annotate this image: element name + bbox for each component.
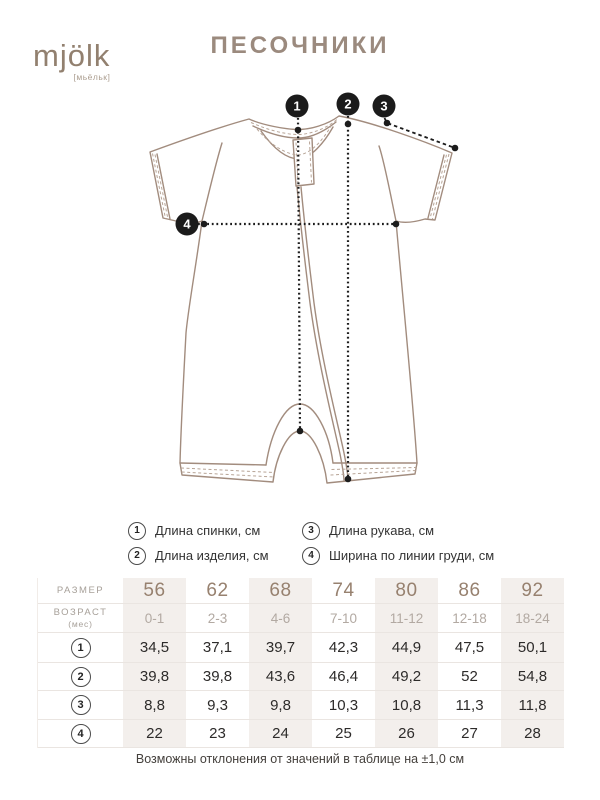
measure-cell: 8,8: [123, 690, 186, 719]
size-header-62: 62: [186, 578, 249, 603]
measure-cell: 26: [375, 719, 438, 748]
legend-item-4: [302, 546, 494, 565]
measure-num-badge: 4: [71, 724, 91, 744]
legend-item-1: [128, 521, 302, 540]
measure-cell: 10,8: [375, 690, 438, 719]
measure-cell: 52: [438, 662, 501, 690]
measure-cell: 10,3: [312, 690, 375, 719]
measure-num-badge: 2: [71, 667, 91, 687]
legend-num-badge: 3: [302, 522, 320, 540]
age-row-label: ВОЗРАСТ (мес): [38, 603, 123, 632]
measure-cell: 43,6: [249, 662, 312, 690]
measure-cell: 42,3: [312, 632, 375, 662]
measure-cell: 28: [501, 719, 564, 748]
marker-3-label: 3: [380, 98, 388, 114]
measure-cell: 50,1: [501, 632, 564, 662]
measure-cell: 34,5: [123, 632, 186, 662]
legend-num-badge: 4: [302, 547, 320, 565]
size-table: [37, 578, 564, 748]
measure-cell: 11,8: [501, 690, 564, 719]
size-header-68: 68: [249, 578, 312, 603]
size-header-86: 86: [438, 578, 501, 603]
size-header-92: 92: [501, 578, 564, 603]
marker-4-label: 4: [183, 216, 191, 232]
age-cell: 11-12: [375, 603, 438, 632]
size-header-80: 80: [375, 578, 438, 603]
measure-row-label-4: [38, 719, 123, 748]
size-header-56: 56: [123, 578, 186, 603]
legend-num-badge: 2: [128, 547, 146, 565]
measure-cell: 49,2: [375, 662, 438, 690]
age-cell: 0-1: [123, 603, 186, 632]
measure-cell: 9,3: [186, 690, 249, 719]
legend-item-2: [128, 546, 302, 565]
tolerance-note: Возможны отклонения от значений в таблице на ±1,0 см: [135, 752, 465, 766]
measure-cell: 47,5: [438, 632, 501, 662]
measure-cell: 23: [186, 719, 249, 748]
measure-row-label-1: [38, 632, 123, 662]
age-cell: 2-3: [186, 603, 249, 632]
measure-cell: 25: [312, 719, 375, 748]
age-cell: 18-24: [501, 603, 564, 632]
size-row-label: РАЗМЕР: [38, 578, 123, 603]
brand-logo-text: mjölk: [33, 38, 111, 73]
legend-num-badge: 1: [128, 522, 146, 540]
page-title: ПЕСОЧНИКИ: [210, 32, 390, 59]
age-cell: 12-18: [438, 603, 501, 632]
legend-item-label: Ширина по линии груди, см: [329, 548, 495, 563]
legend: [128, 521, 494, 565]
measure-cell: 9,8: [249, 690, 312, 719]
marker-2-label: 2: [344, 96, 352, 112]
measure-row-label-2: [38, 662, 123, 690]
legend-item-label: Длина спинки, см: [155, 523, 261, 538]
measure-cell: 11,3: [438, 690, 501, 719]
legend-item-label: Длина изделия, см: [155, 548, 269, 563]
measure-cell: 44,9: [375, 632, 438, 662]
measure-cell: 24: [249, 719, 312, 748]
age-cell: 7-10: [312, 603, 375, 632]
measure-cell: 39,8: [123, 662, 186, 690]
marker-1-label: 1: [293, 98, 301, 114]
measure-cell: 54,8: [501, 662, 564, 690]
legend-item-label: Длина рукава, см: [329, 523, 435, 538]
measure-cell: 39,8: [186, 662, 249, 690]
measure-cell: 46,4: [312, 662, 375, 690]
legend-item-3: [302, 521, 494, 540]
measure-cell: 37,1: [186, 632, 249, 662]
age-cell: 4-6: [249, 603, 312, 632]
brand-logo-transcription: [мьёльк]: [73, 72, 111, 82]
measure-row-label-3: [38, 690, 123, 719]
measure-cell: 27: [438, 719, 501, 748]
measure-num-badge: 3: [71, 695, 91, 715]
measure-cell: 22: [123, 719, 186, 748]
measure-cell: 39,7: [249, 632, 312, 662]
size-header-74: 74: [312, 578, 375, 603]
measure-num-badge: 1: [71, 638, 91, 658]
